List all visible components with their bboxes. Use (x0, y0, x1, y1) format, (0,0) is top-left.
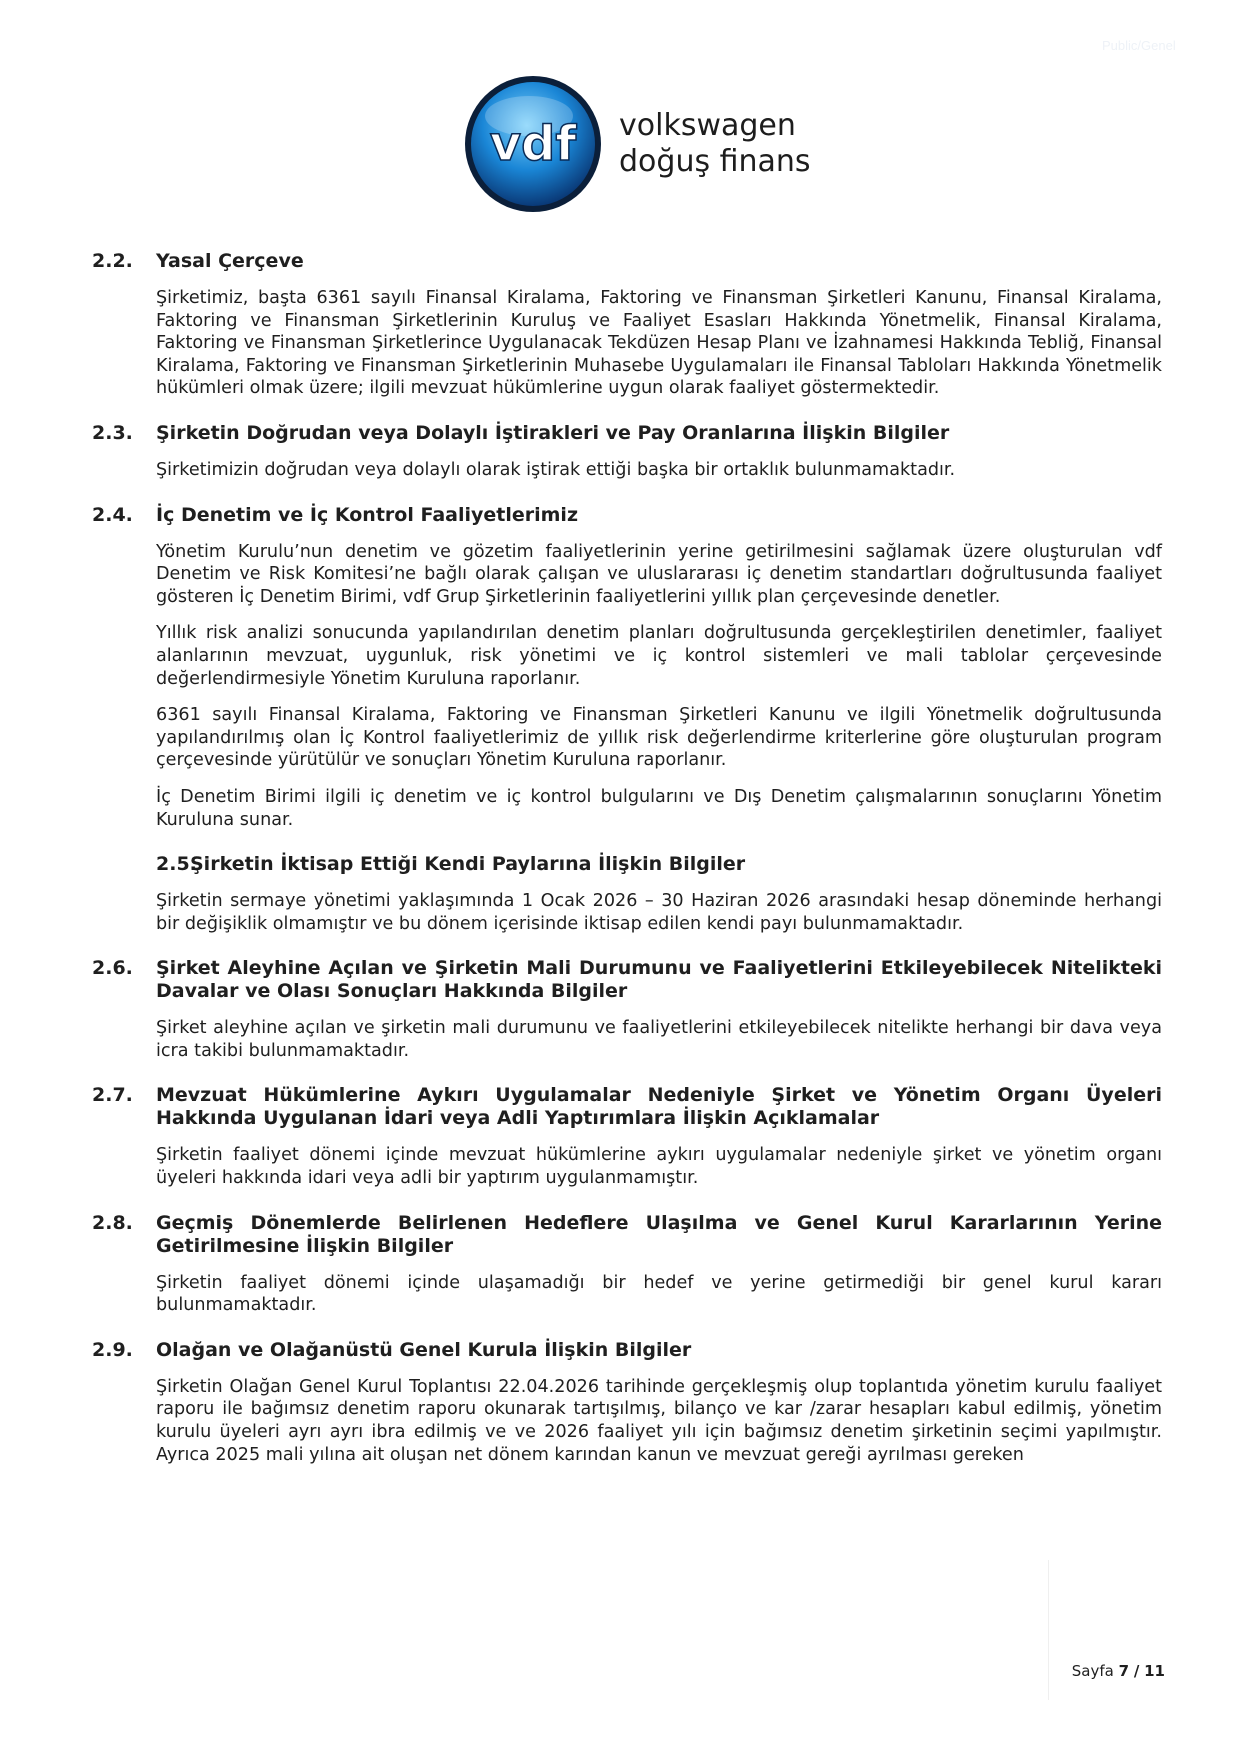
section-heading (92, 1084, 1162, 1130)
section-heading (156, 853, 1162, 876)
page-label: Sayfa (1071, 1662, 1114, 1680)
section-number: 2.5. (156, 853, 197, 876)
logo-line-1: volkswagen (619, 108, 796, 143)
section-2-6 (92, 957, 1162, 1062)
section-title: İç Denetim ve İç Kontrol Faaliyetlerimiz (156, 503, 578, 526)
section-number: 2.2. (92, 250, 133, 272)
section-title: Şirketin İktisap Ettiği Kendi Paylarına İlişkin Bilgiler (190, 853, 746, 876)
section-number: 2.7. (92, 1084, 133, 1107)
page-separator: / (1133, 1662, 1140, 1680)
paragraph: Şirketimizin doğrudan veya dolaylı olarak iştirak ettiği başka bir ortaklık bulunmamaktadır. (156, 459, 956, 480)
classification-label: Public/Genel (1102, 38, 1176, 53)
section-number: 2.4. (92, 503, 133, 526)
section-2-5 (92, 853, 1162, 935)
paragraph: Yıllık risk analizi sonucunda yapılandırılan denetim planları doğrultusunda gerçekleştirilen denetimler, faaliyet alanlarının mevzuat, uygunluk, risk yönetimi ve iç kontrol sistemleri ve mali tablolar çerçevesinde değerlendirmesiyle Yönetim Kuruluna raporlanır. (156, 623, 1162, 689)
section-heading (92, 957, 1162, 1003)
paragraph: Şirketin Olağan Genel Kurul Toplantısı 22.04.2026 tarihinde gerçekleşmiş olup toplantıda yönetim kurulu faaliyet raporu ile bağımsız denetim raporu okunarak tartışılmış, bilanço ve kar /zarar hesapları kabul edilmiş, yönetim kurulu üyeleri ayrı ayrı ibra edilmiş ve ve 2026 faaliyet yılı için bağımsız denetim şirketinin seçimi yapılmıştır. Ayrıca 2025 mali yılına ait oluşan net dönem karından kanun ve mevzuat gereği ayrılması gereken (156, 1376, 1162, 1465)
company-logo (463, 74, 811, 214)
section-heading (92, 250, 1162, 273)
scan-margin-line (1048, 1560, 1049, 1700)
paragraph: 6361 sayılı Finansal Kiralama, Faktoring ve Finansman Şirketleri Kanunu ve ilgili Yönetmelik doğrultusunda yapılandırılmış olan İç Kontrol faaliyetlerimiz de yıllık risk değerlendirme kriterlerine göre oluşturulan program çerçevesinde yürütülür ve sonuçları Yönetim Kuruluna raporlanır. (156, 705, 1162, 771)
section-heading (92, 422, 1162, 445)
page-current: 7 (1118, 1662, 1130, 1680)
paragraph: Şirketin faaliyet dönemi içinde ulaşamadığı bir hedef ve yerine getirmediği bir genel kurul kararı bulunmamaktadır. (156, 1272, 1162, 1316)
section-2-3 (92, 422, 1162, 482)
paragraph: Şirket aleyhine açılan ve şirketin mali durumunu ve faaliyetlerini etkileyebilecek nitelikte herhangi bir dava veya icra takibi bulunmamaktadır. (156, 1018, 1162, 1061)
section-title: Geçmiş Dönemlerde Belirlenen Hedeflere Ulaşılma ve Genel Kurul Kararlarının Yerine Getirilmesine İlişkin Bilgiler (156, 1211, 1162, 1257)
page-total: 11 (1144, 1662, 1165, 1680)
document-body (92, 250, 1162, 1488)
section-2-9 (92, 1339, 1162, 1466)
section-title: Yasal Çerçeve (156, 250, 304, 272)
section-heading (92, 1212, 1162, 1258)
section-title: Mevzuat Hükümlerine Aykırı Uygulamalar Nedeniyle Şirket ve Yönetim Organı Üyeleri Hakkında Uygulanan İdari veya Adli Yaptırımlara İlişkin Açıklamalar (156, 1084, 1162, 1130)
section-number: 2.8. (92, 1211, 133, 1234)
paragraph: Şirketin sermaye yönetimi yaklaşımında 1 Ocak 2026 – 30 Haziran 2026 arasındaki hesap döneminde herhangi bir değişiklik olmamıştır ve bu dönem içerisinde iktisap edilen kendi payı bulunmamaktadır. (156, 891, 1162, 934)
paragraph: Şirketin faaliyet dönemi içinde mevzuat hükümlerine aykırı uygulamalar nedeniyle şirket ve yönetim organı üyeleri hakkında idari veya adli bir yaptırım uygulanmamıştır. (156, 1145, 1162, 1189)
section-2-7 (92, 1084, 1162, 1189)
section-title: Şirket Aleyhine Açılan ve Şirketin Mali Durumunu ve Faaliyetlerini Etkileyebilecek Nitelikteki Davalar ve Olası Sonuçları Hakkında Bilgiler (156, 957, 1162, 1003)
section-number: 2.9. (92, 1338, 133, 1361)
paragraph: Yönetim Kurulu’nun denetim ve gözetim faaliyetlerinin yerine getirilmesini sağlamak üzere oluşturulan vdf Denetim ve Risk Komitesi’ne bağlı olarak çalışan ve uluslararası iç denetim standartları doğrultusunda faaliyet gösteren İç Denetim Birimi, vdf Grup Şirketlerinin faaliyetlerini yıllık plan çerçevesinde denetler. (156, 541, 1162, 607)
section-heading (92, 504, 1162, 527)
section-number: 2.3. (92, 421, 133, 444)
section-2-2 (92, 250, 1162, 400)
section-title: Şirketin Doğrudan veya Dolaylı İştirakleri ve Pay Oranlarına İlişkin Bilgiler (156, 421, 950, 444)
logo-line-2: doğuş finans (619, 144, 811, 179)
paragraph: Şirketimiz, başta 6361 sayılı Finansal Kiralama, Faktoring ve Finansman Şirketleri Kanunu, Finansal Kiralama, Faktoring ve Finansman Şirketlerinin Kuruluş ve Faaliyet Esasları Hakkında Yönetmelik, Finansal Kiralama, Faktoring ve Finansman Şirketlerince Uygulanacak Tekdüzen Hesap Planı ve İzahnamesi Hakkında Tebliğ, Finansal Kiralama, Faktoring ve Finansman Şirketlerinin Muhasebe Uygulamaları ile Finansal Tabloları Hakkında Yönetmelik hükümleri olmak üzere; ilgili mevzuat hükümlerine uygun olarak faaliyet göstermektedir. (156, 288, 1162, 399)
section-number: 2.6. (92, 957, 133, 980)
paragraph: İç Denetim Birimi ilgili iç denetim ve iç kontrol bulgularını ve Dış Denetim çalışmalarının sonuçlarını Yönetim Kuruluna sunar. (156, 786, 1162, 830)
section-heading (92, 1339, 1162, 1362)
logo-wordmark (619, 108, 811, 180)
logo-badge-text: vdf (489, 116, 577, 172)
page-number (1072, 1662, 1165, 1680)
section-2-8 (92, 1212, 1162, 1317)
vdf-logo-icon (463, 74, 603, 214)
section-2-4 (92, 504, 1162, 832)
section-title: Olağan ve Olağanüstü Genel Kurula İlişkin Bilgiler (156, 1338, 692, 1361)
